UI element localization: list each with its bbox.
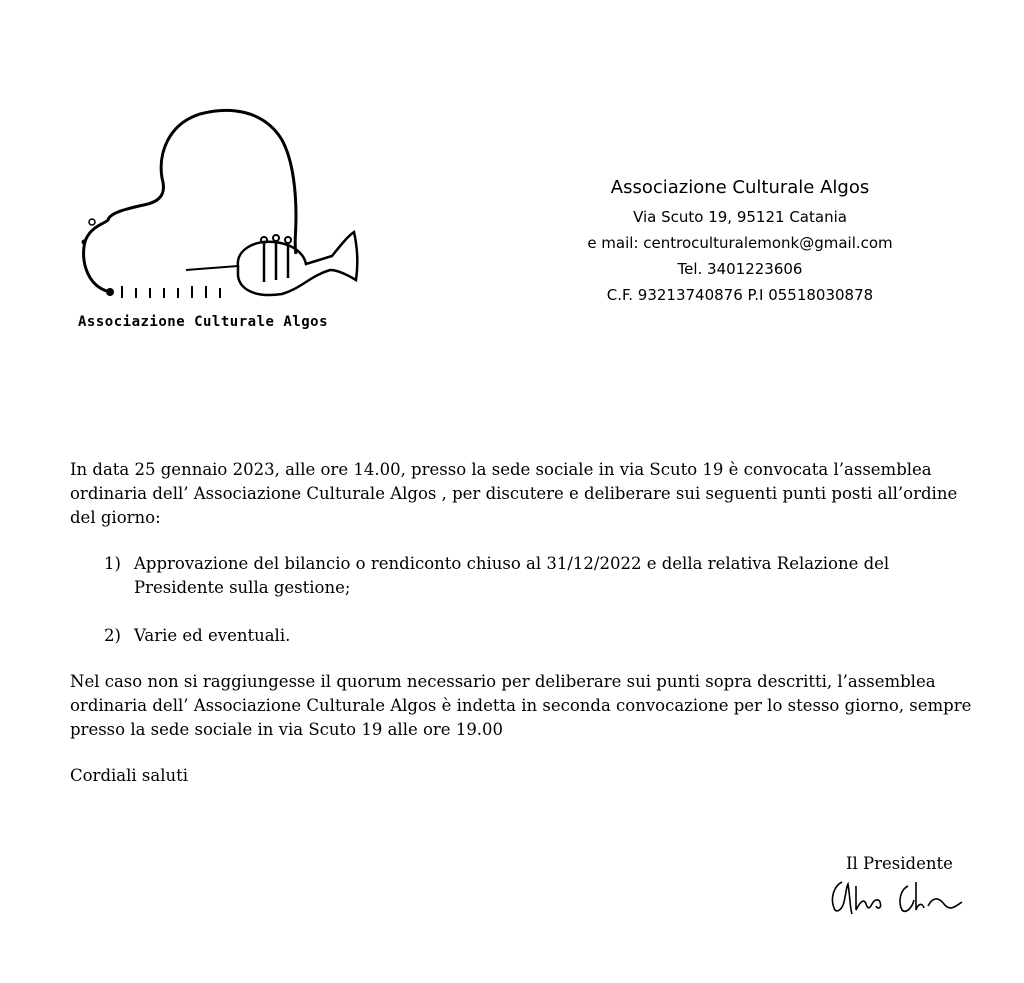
closing-salutation: Cordiali saluti	[70, 766, 189, 785]
organization-address: Via Scuto 19, 95121 Catania	[633, 208, 847, 226]
logo-caption: Associazione Culturale Algos	[78, 314, 329, 330]
handwritten-signature-icon	[820, 868, 980, 928]
organization-header	[520, 176, 960, 308]
guitar-trumpet-line-art-icon	[70, 104, 370, 304]
organization-email: e mail: centroculturalemonk@gmail.com	[587, 234, 893, 252]
organization-tax-ids: C.F. 93213740876 P.I 05518030878	[606, 286, 874, 304]
organization-name: Associazione Culturale Algos	[610, 177, 870, 198]
agenda-list	[104, 552, 975, 648]
agenda-item	[104, 552, 975, 600]
agenda-item-number: 2)	[104, 626, 121, 645]
letter-body	[70, 458, 975, 788]
association-logo	[70, 104, 370, 334]
intro-paragraph: In data 25 gennaio 2023, alle ore 14.00, presso la sede sociale in via Scuto 19 è convocata l’assemblea ordinaria dell’ Associazione Culturale Algos , per discutere e deliberare sui seguenti punti posti all’ordine del giorno:	[70, 460, 958, 527]
organization-phone: Tel. 3401223606	[677, 260, 803, 278]
agenda-item-number: 1)	[104, 554, 121, 573]
signature-label: Il Presidente	[846, 854, 953, 873]
agenda-item-text: Varie ed eventuali.	[134, 626, 291, 645]
agenda-item	[104, 624, 975, 648]
second-call-paragraph: Nel caso non si raggiungesse il quorum necessario per deliberare sui punti sopra descritti, l’assemblea ordinaria dell’ Associazione Culturale Algos è indetta in seconda convocazione per lo stesso giorno, sempre presso la sede sociale in via Scuto 19 alle ore 19.00	[70, 672, 972, 739]
agenda-item-text: Approvazione del bilancio o rendiconto chiuso al 31/12/2022 e della relativa Relazione del Presidente sulla gestione;	[134, 554, 890, 597]
